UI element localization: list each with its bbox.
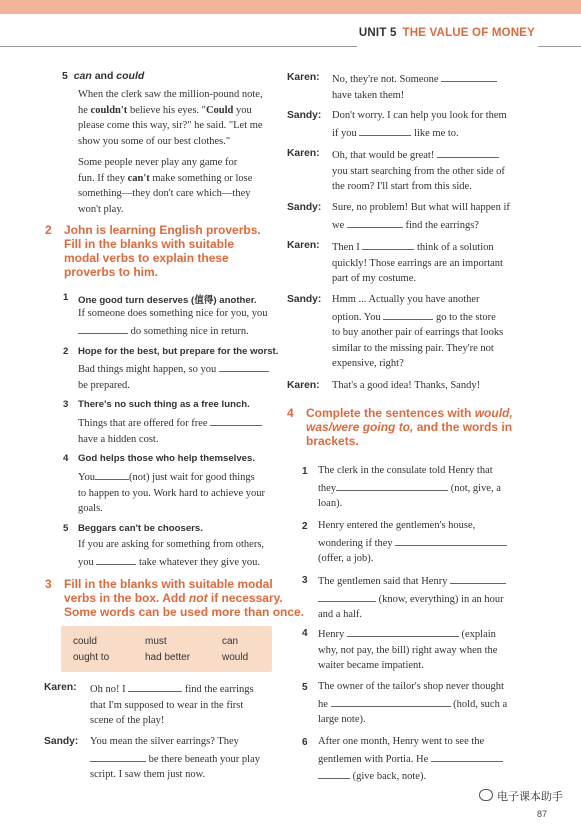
speaker-label: Karen: [287,380,320,391]
sentence-2-number: 2 [302,521,308,532]
blank[interactable] [318,767,350,779]
wechat-icon [479,789,493,801]
page-number: 87 [536,809,547,819]
speaker-label: Sandy: [44,736,79,747]
blank[interactable] [431,750,503,762]
sentence-5-number: 5 [302,682,308,693]
sentence-3-number: 3 [302,575,308,586]
proverb-2-heading: 2 Hope for the best, but prepare for the worst. [63,346,279,357]
word-box-item: ought to [73,652,110,663]
blank[interactable] [347,625,459,637]
section-2-title: 2 John is learning English proverbs. Fill in the blanks with suitable modal verbs to explain these proverbs to him. [45,223,261,279]
header-rule-right [538,46,581,47]
proverb-3-heading: 3 There's no such thing as a free lunch. [63,399,250,410]
section-3-title: 3 Fill in the blanks with suitable modal verbs in the box. Add not if necessary. Some words can be used more than once. [45,577,305,619]
word-box-item: would [222,652,249,663]
sentence-3-text: The gentlemen said that Henry (know, everything) in an hour and a half. [318,572,528,623]
watermark: 电子课本助手 [479,788,563,804]
proverb-1-heading: 1 One good turn deserves (值得) another. [63,292,257,306]
blank[interactable] [96,553,136,565]
sentence-1-text: The clerk in the consulate told Henry that they (not, give, a loan). [318,465,501,509]
sentence-4-text: Henry (explain why, not pay, the bill) right away when the waiter became impatient. [318,625,528,674]
blank[interactable] [336,479,448,491]
word-box-item: can [222,636,239,647]
proverb-5-heading: 5 Beggars can't be choosers. [63,523,203,534]
blank[interactable] [441,70,497,82]
item5-paragraph-1: When the clerk saw the million-pound note, he couldn't believe his eyes. "Could you please come this way, sir?" he said. "Let me show you some of our best clothes." [78,89,263,147]
unit-label: UNIT 5 [358,27,397,39]
blank[interactable] [95,468,129,480]
dialogue-karen-2: Karen: No, they're not. Someone have taken them! [287,72,537,104]
speaker-label: Karen: [44,682,77,693]
speaker-label: Sandy: [287,202,322,213]
section-4-title: 4 Complete the sentences with would, was/were going to, and the words in brackets. [287,406,513,448]
blank[interactable] [383,308,433,320]
dialogue-karen-5: Karen: That's a good idea! Thanks, Sandy! [287,380,481,391]
speaker-label: Sandy: [287,110,322,121]
proverb-4-heading: 4 God helps those who help themselves. [63,453,255,464]
unit-title: THE VALUE OF MONEY [402,27,535,39]
word-box-item: had better [145,652,191,663]
word-box [61,626,272,672]
blank[interactable] [128,680,182,692]
dialogue-karen-4: Karen: Then I think of a solution quickly! Those earrings are an important part of my costume. [287,240,503,284]
header-rule-left [0,46,357,47]
item5-paragraph-2: Some people never play any game for fun. If they can't make something or lose something—they don't care which—they won't play. [78,157,253,215]
sentence-2-text: Henry entered the gentlemen's house, wondering if they (offer, a job). [318,518,528,567]
speaker-label: Sandy: [287,294,322,305]
unit-header [359,27,535,39]
top-color-band [0,0,581,14]
word-box-item: must [145,636,167,647]
sentence-5-text: The owner of the tailor's shop never thought he (hold, such a large note). [318,681,508,725]
item5-heading: 5 can and could [62,70,145,82]
dialogue-karen-3: Karen: Oh, that would be great! you start searching from the other side of the room? I'll start from this side. [287,148,505,192]
dialogue-sandy-1: Sandy: You mean the silver earrings? They be there beneath your play script. I saw them just now. [44,736,260,780]
dialogue-sandy-2: Sandy: Don't worry. I can help you look for them if you like me to. [287,110,507,139]
dialogue-karen-1: Karen: Oh no! I find the earrings that I'm supposed to wear in the first scene of the play! [44,682,254,726]
blank[interactable] [318,590,376,602]
proverb-4-text: You (not) just wait for good things to happen to you. Work hard to achieve your goals. [78,468,288,517]
blank[interactable] [437,146,499,158]
proverb-2-text: Bad things might happen, so you be prepared. [78,360,283,393]
proverb-3-text: Things that are offered for free have a hidden cost. [78,414,283,447]
blank[interactable] [395,534,507,546]
blank[interactable] [450,572,506,584]
proverb-5-text: If you are asking for something from others, you take whatever they give you. [78,539,265,568]
sentence-6-text: After one month, Henry went to see the gentlemen with Portia. He (give back, note). [318,734,528,785]
blank[interactable] [331,695,451,707]
blank[interactable] [362,238,414,250]
blank[interactable] [219,360,269,372]
proverb-1-text: If someone does something nice for you, you do something nice in return. [78,308,268,337]
speaker-label: Karen: [287,148,320,159]
sentence-6-number: 6 [302,737,308,748]
speaker-label: Karen: [287,240,320,251]
dialogue-sandy-4: Sandy: Hmm ... Actually you have another option. You go to the store to buy another pair of earrings that looks similar to the missing pair. They're not expensive, right? [287,294,504,369]
blank[interactable] [210,414,262,426]
blank[interactable] [90,750,146,762]
blank[interactable] [78,322,128,334]
sentence-4-number: 4 [302,628,308,639]
dialogue-sandy-3: Sandy: Sure, no problem! But what will happen if we find the earrings? [287,202,510,231]
speaker-label: Karen: [287,72,320,83]
blank[interactable] [347,216,403,228]
blank[interactable] [359,124,411,136]
word-box-item: could [73,636,97,647]
sentence-1-number: 1 [302,466,308,477]
